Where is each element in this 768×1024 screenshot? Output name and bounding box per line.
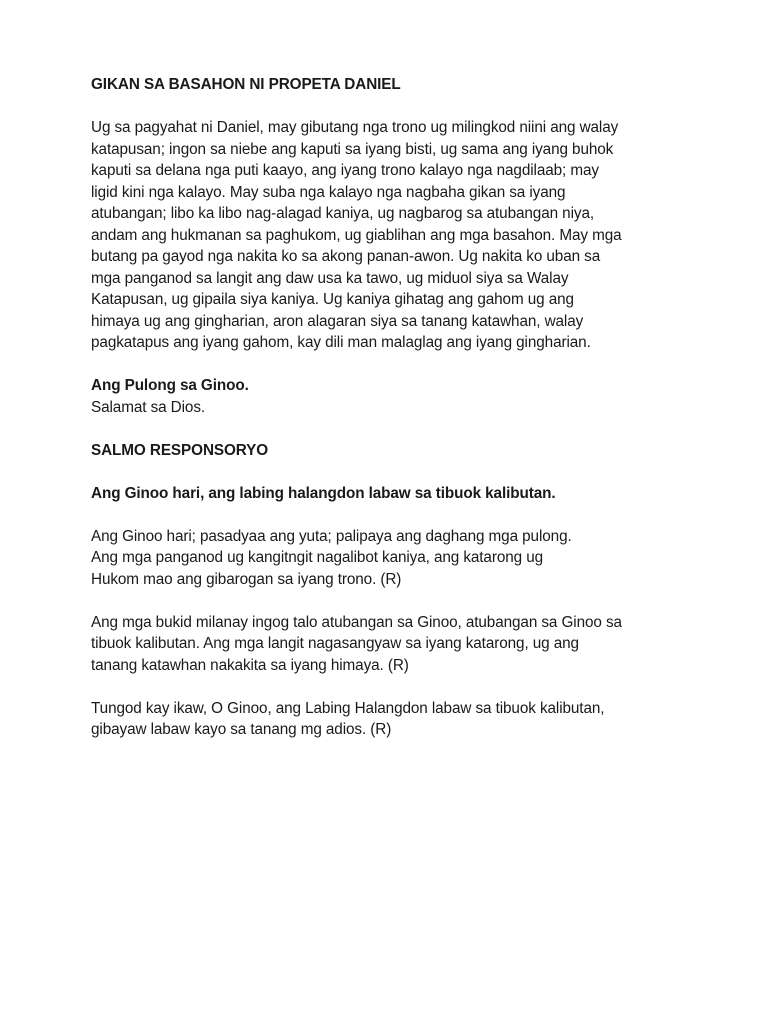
stanza-line: Ang mga bukid milanay ingog talo atubangan sa Ginoo, atubangan sa Ginoo sa — [91, 613, 622, 631]
response-text: Salamat sa Dios. — [91, 398, 206, 416]
psalm-refrain: Ang Ginoo hari, ang labing halangdon labaw sa tibuok kalibutan. — [91, 484, 556, 502]
spacer — [91, 461, 691, 483]
reading-line: Katapusan, ug gipaila siya kaniya. Ug kaniya gihatag ang gahom ug ang — [91, 291, 574, 308]
psalm-stanza-1 — [91, 526, 691, 591]
stanza-line: Hukom mao ang gibarogan sa iyang trono. (R) — [91, 570, 402, 588]
reading-line: ligid kini nga kalayo. May suba nga kalayo nga nagbaha gikan sa iyang — [91, 183, 566, 201]
stanza-line: gibayaw labaw kayo sa tanang mg adios. (R) — [91, 721, 392, 738]
reading-line: Ug sa pagyahat ni Daniel, may gibutang nga trono ug milingkod niini ang walay — [91, 119, 619, 136]
reading-line: atubangan; libo ka libo nag-alagad kaniya, ug nagbarog sa atubangan niya, — [91, 205, 594, 222]
spacer — [91, 504, 691, 526]
document-page — [91, 74, 691, 741]
reading-line: mga panganod sa langit ang daw usa ka tawo, ug miduol siya sa Walay — [91, 269, 569, 287]
stanza-line: tibuok kalibutan. Ang mga langit nagasangyaw sa iyang katarong, ug ang — [91, 635, 579, 652]
spacer — [91, 96, 691, 118]
psalm-title: SALMO RESPONSORYO — [91, 441, 269, 459]
stanza-line: Ang mga panganod ug kangitngit nagalibot kaniya, ang katarong ug — [91, 549, 544, 566]
reading-line: pagkatapus ang iyang gahom, kay dili man malaglag ang iyang gingharian. — [91, 334, 591, 351]
spacer — [91, 590, 691, 612]
reading-line: kaputi sa delana nga puti kaayo, ang iyang trono kalayo nga nagdilaab; may — [91, 162, 599, 179]
stanza-line: Ang Ginoo hari; pasadyaa ang yuta; palipaya ang daghang mga pulong. — [91, 527, 572, 545]
reading-line: katapusan; ingon sa niebe ang kaputi sa iyang bisti, ug sama ang iyang buhok — [91, 140, 614, 158]
psalm-stanza-3 — [91, 698, 691, 741]
reading-title: GIKAN SA BASAHON NI PROPETA DANIEL — [91, 76, 401, 93]
spacer — [91, 418, 691, 440]
spacer — [91, 354, 691, 376]
reading-acclamation: Ang Pulong sa Ginoo. — [91, 377, 249, 394]
stanza-line: tanang katawhan nakakita sa iyang himaya. (R) — [91, 656, 409, 674]
reading-response — [91, 397, 691, 419]
reading-line: andam ang hukmanan sa paghukom, ug giablihan ang mga basahon. May mga — [91, 226, 622, 244]
reading-text — [91, 117, 691, 354]
stanza-line: Tungod kay ikaw, O Ginoo, ang Labing Halangdon labaw sa tibuok kalibutan, — [91, 699, 605, 717]
spacer — [91, 676, 691, 698]
psalm-stanza-2 — [91, 612, 691, 677]
reading-line: butang pa gayod nga nakita ko sa akong panan-awon. Ug nakita ko uban sa — [91, 248, 601, 265]
reading-line: himaya ug ang gingharian, aron alagaran siya sa tanang katawhan, walay — [91, 312, 584, 330]
